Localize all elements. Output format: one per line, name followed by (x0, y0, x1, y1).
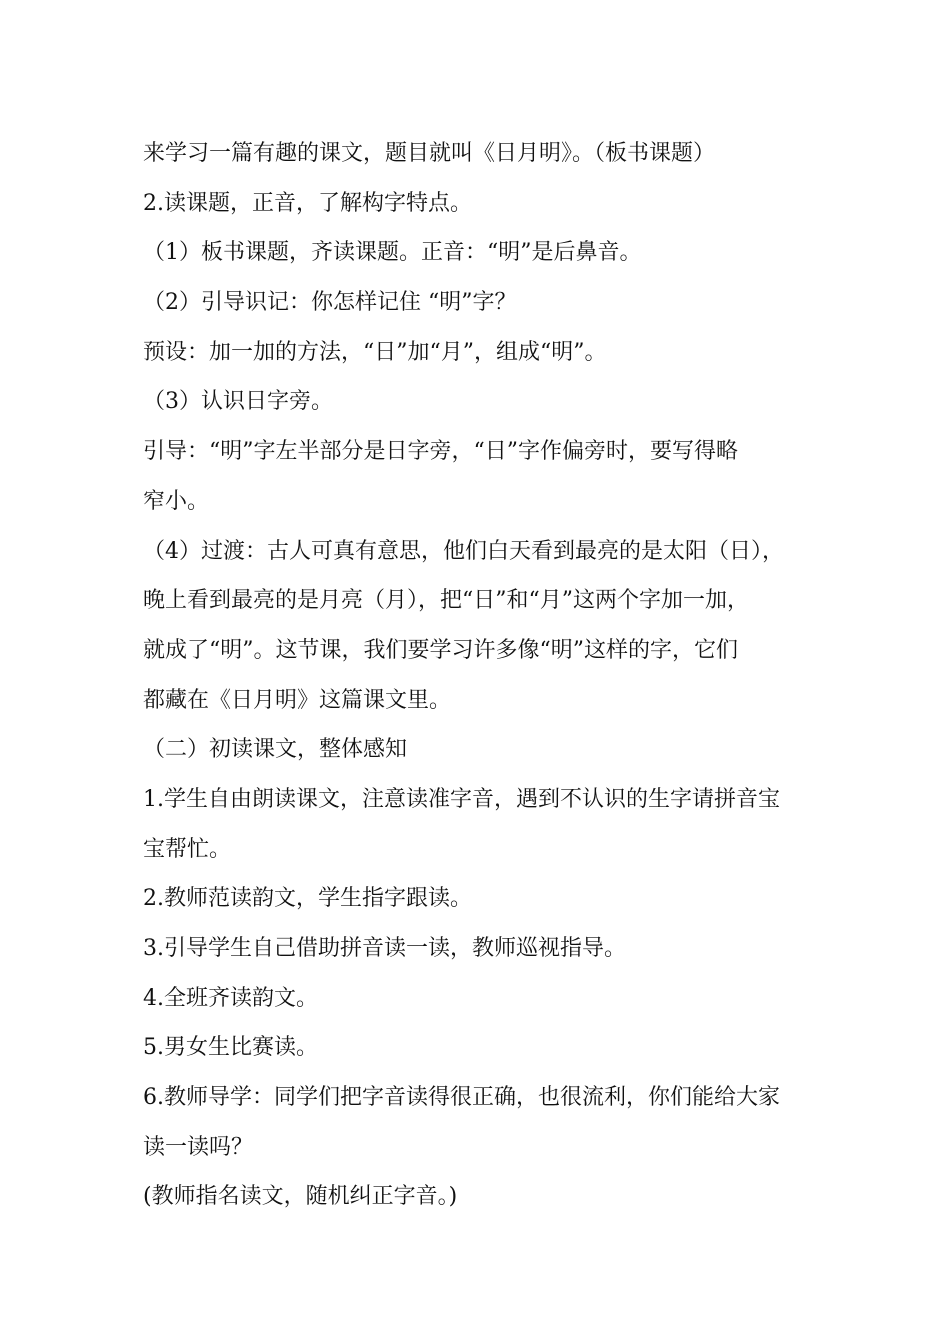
text-line: 就成了“明”。这节课，我们要学习许多像“明”这样的字，它们 (143, 637, 738, 663)
text-line: 引导：“明”字左半部分是日字旁，“日”字作偏旁时，要写得略 (143, 439, 738, 465)
text-line: 预设：加一加的方法，“日”加“月”，组成“明”。 (143, 339, 607, 365)
lesson-text-body (143, 129, 823, 1222)
text-line: 读一读吗？ (143, 1134, 254, 1160)
text-line: 晚上看到最亮的是月亮（月），把“日”和“月”这两个字加一加， (143, 588, 749, 614)
text-line: 5.男女生比赛读。 (143, 1035, 318, 1061)
text-line: （1）板书课题，齐读课题。正音：“明”是后鼻音。 (143, 240, 642, 266)
text-line: 4.全班齐读韵文。 (143, 985, 318, 1011)
section-heading: （二）初读课文，整体感知 (143, 737, 408, 763)
text-line: (教师指名读文，随机纠正字音。) (143, 1184, 458, 1210)
text-line: 窄小。 (143, 488, 210, 514)
text-line: 6.教师导学：同学们把字音读得很正确，也很流利，你们能给大家 (143, 1085, 780, 1111)
text-line: 2.教师范读韵文，学生指字跟读。 (143, 886, 472, 912)
text-line: 宝帮忙。 (143, 836, 232, 862)
text-line: （4）过渡：古人可真有意思，他们白天看到最亮的是太阳（日）， (143, 538, 784, 564)
text-line: 2.读课题，正音，了解构字特点。 (143, 190, 472, 216)
text-line: （2）引导识记：你怎样记住 “明”字？ (143, 290, 517, 316)
text-line: 1.学生自由朗读课文，注意读准字音，遇到不认识的生字请拼音宝 (143, 786, 780, 812)
text-line: 3.引导学生自己借助拼音读一读，教师巡视指导。 (143, 936, 626, 961)
text-line: 都藏在《日月明》这篇课文里。 (143, 687, 452, 713)
text-line: 来学习一篇有趣的课文，题目就叫《日月明》。（板书课题） (143, 141, 716, 166)
text-line: （3）认识日字旁。 (143, 389, 333, 415)
